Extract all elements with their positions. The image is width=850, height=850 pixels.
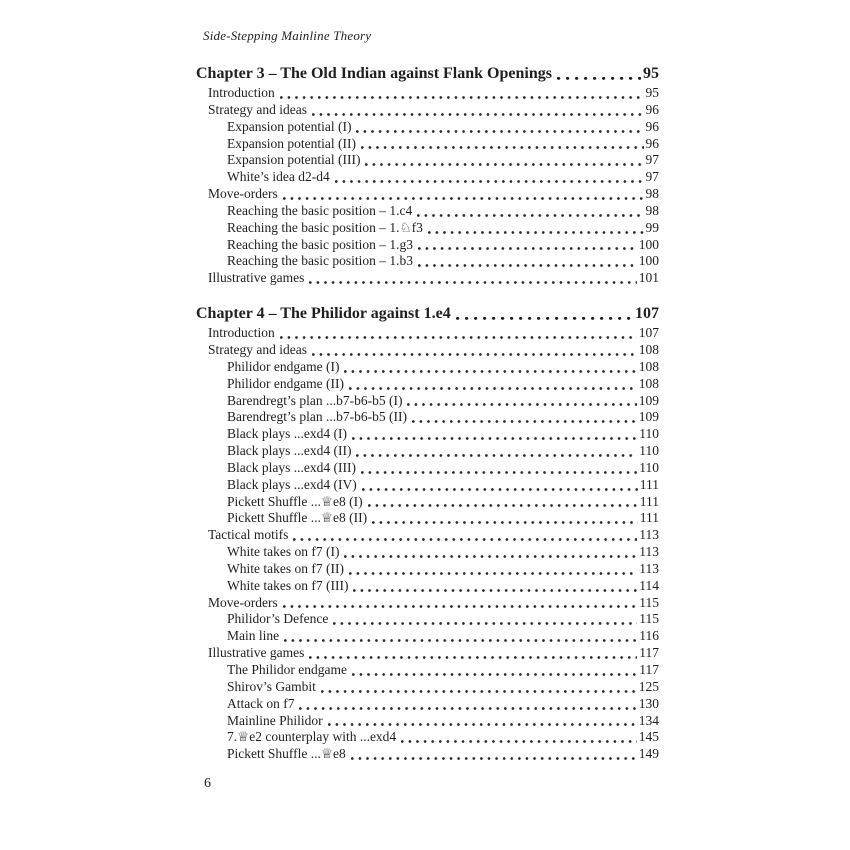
dot-leader [413,237,639,254]
dot-leader [339,544,639,561]
entry-label-text: Pickett Shuffle ...♕e8 (I) [227,493,363,509]
entry-label-text: White takes on f7 (II) [227,560,344,576]
toc-entry-row [196,359,659,376]
entry-label-text: Move-orders [208,186,278,202]
toc-entry-row [196,393,659,410]
entry-page-number: 111 [639,476,659,492]
dot-leader [323,713,639,730]
entry-page-number: 108 [638,358,659,374]
dot-leader [357,477,640,494]
toc-entry-row [196,136,659,153]
entry-page-number: 98 [645,202,659,218]
entry-label-text: Reaching the basic position – 1.g3 [227,236,413,252]
toc-entry-row [196,696,659,713]
entry-label-text: The Philidor endgame [227,662,347,677]
toc-chapter-row [196,304,659,324]
entry-page-number: 110 [639,459,659,475]
dot-leader [402,393,638,410]
toc-entry-row [196,578,659,595]
dot-leader [407,409,639,426]
entry-page-number: 116 [639,628,659,644]
dot-leader [288,527,639,544]
entry-page-number: 96 [645,118,659,134]
toc-entry-row [196,409,659,426]
entry-label-text: Reaching the basic position – 1.c4 [227,202,413,218]
dot-leader [347,662,639,679]
entry-label-text: White’s idea d2-d4 [227,169,330,185]
entry-page-number: 107 [635,305,659,323]
toc-entry-row [196,645,659,662]
entry-label-text: Introduction [208,85,275,100]
toc-entry-row [196,477,659,494]
entry-page-number: 149 [638,746,659,762]
entry-page-number: 97 [645,152,659,168]
dot-leader [423,220,646,237]
entry-label-text: Expansion potential (I) [227,118,352,134]
entry-label-text: Reaching the basic position – 1.♘f3 [227,219,423,235]
chapter-title: Chapter 4 – The Philidor against 1.e4 [196,305,451,323]
toc-entry-row [196,595,659,612]
toc-entry-row [196,426,659,443]
toc-entry-row [196,169,659,186]
entry-label-text: White takes on f7 (III) [227,577,349,593]
toc-entry-row [196,544,659,561]
dot-leader [356,136,646,153]
entry-page-number: 113 [639,544,659,560]
dot-leader [307,102,646,119]
entry-label-text: Philidor endgame (II) [227,375,344,391]
entry-page-number: 125 [638,678,659,694]
entry-label-text: Black plays ...exd4 (II) [227,443,352,459]
entry-page-number: 97 [645,169,659,185]
entry-page-number: 109 [638,392,659,408]
toc-entry-row [196,494,659,511]
toc-entry-row [196,152,659,169]
toc-entry-row [196,510,659,527]
toc-entry-row [196,253,659,270]
dot-leader [307,342,639,359]
entry-label-text: Illustrative games [208,270,305,286]
entry-page-number: 117 [639,645,659,661]
dot-leader [351,443,639,460]
toc-entry-row [196,203,659,220]
entry-page-number: 99 [645,219,659,235]
entry-page-number: 95 [645,85,659,100]
entry-page-number: 111 [639,510,659,526]
dot-leader [339,359,638,376]
entry-page-number: 110 [639,426,659,442]
dot-leader [351,119,645,136]
entry-label-text: Black plays ...exd4 (I) [227,426,347,442]
entry-page-number: 108 [638,375,659,391]
dot-leader [552,64,643,84]
entry-label-text: Main line [227,628,280,644]
toc-entry-row [196,713,659,730]
dot-leader [451,304,635,324]
entry-label-text: Black plays ...exd4 (IV) [227,476,357,492]
entry-label-text: Strategy and ideas [208,341,307,357]
entry-page-number: 113 [639,527,659,543]
page-number: 6 [204,776,211,791]
dot-leader [279,628,639,645]
entry-label-text: Black plays ...exd4 (III) [227,459,356,475]
dot-leader [356,460,639,477]
toc-entry-row [196,443,659,460]
entry-label-text: Expansion potential (II) [227,135,356,151]
entry-page-number: 98 [645,186,659,202]
dot-leader [316,679,639,696]
entry-page-number: 96 [645,101,659,117]
entry-label-text: Philidor’s Defence [227,611,329,627]
toc-entry-row [196,460,659,477]
entry-label-text: Pickett Shuffle ...♕e8 [227,746,346,762]
toc-chapter-row [196,64,659,84]
toc-chapter-block [196,64,659,287]
toc-entry-row [196,376,659,393]
toc-entry-row [196,85,659,102]
toc-entry-row [196,237,659,254]
toc-entry-row [196,186,659,203]
entry-label-text: Reaching the basic position – 1.b3 [227,253,413,269]
dot-leader [304,270,638,287]
toc-entry-row [196,662,659,679]
toc-entry-row [196,746,659,763]
toc-entry-row [196,611,659,628]
dot-leader [278,186,646,203]
dot-leader [346,746,639,763]
entry-page-number: 109 [638,409,659,425]
entry-page-number: 100 [638,253,659,269]
dot-leader [344,561,639,578]
toc-entry-row [196,119,659,136]
entry-label-text: Illustrative games [208,645,305,661]
dot-leader [413,253,639,270]
dot-leader [363,494,640,511]
dot-leader [360,152,645,169]
entry-page-number: 100 [638,236,659,252]
entry-label-text: Barendregt’s plan ...b7-b6-b5 (I) [227,392,403,408]
toc-entry-row [196,729,659,746]
entry-label-text: White takes on f7 (I) [227,544,340,560]
entry-page-number: 145 [638,729,659,745]
entry-page-number: 111 [639,493,659,509]
running-header: Side-Stepping Mainline Theory [203,28,372,43]
entry-page-number: 107 [638,325,659,341]
entry-label-text: Barendregt’s plan ...b7-b6-b5 (II) [227,409,407,425]
entry-label-text: Tactical motifs [208,527,289,543]
toc-entry-row [196,561,659,578]
entry-page-number: 117 [639,662,659,677]
entry-label-text: Introduction [208,325,275,341]
entry-label-text: Mainline Philidor [227,712,323,728]
dot-leader [294,696,638,713]
entry-page-number: 114 [639,577,659,593]
entry-label-text: 7.♕e2 counterplay with ...exd4 [227,729,397,745]
dot-leader [396,729,639,746]
dot-leader [275,325,639,342]
entry-page-number: 134 [638,712,659,728]
entry-page-number: 113 [639,560,659,576]
dot-leader [347,426,639,443]
entry-page-number: 101 [638,270,659,286]
dot-leader [348,578,639,595]
entry-page-number: 110 [639,443,659,459]
toc-entry-row [196,325,659,342]
toc-entry-row [196,527,659,544]
entry-label-text: Move-orders [208,594,278,610]
dot-leader [328,611,639,628]
dot-leader [278,595,640,612]
entry-label-text: Attack on f7 [227,695,295,711]
entry-label-text: Philidor endgame (I) [227,358,340,374]
entry-label-text: Strategy and ideas [208,101,307,117]
toc-entry-row [196,342,659,359]
entry-label-text: Expansion potential (III) [227,152,361,168]
entry-page-number: 96 [645,135,659,151]
dot-leader [344,376,639,393]
table-of-contents [196,64,659,763]
toc-entry-row [196,270,659,287]
toc-chapter-block [196,304,659,763]
entry-page-number: 115 [639,611,659,627]
toc-entry-row [196,679,659,696]
dot-leader [304,645,639,662]
dot-leader [330,169,646,186]
entry-page-number: 108 [638,341,659,357]
toc-entry-row [196,628,659,645]
entry-page-number: 115 [639,594,659,610]
toc-entry-row [196,220,659,237]
dot-leader [367,510,640,527]
entry-label-text: Pickett Shuffle ...♕e8 (II) [227,510,368,526]
entry-page-number: 130 [638,695,659,711]
chapter-title: Chapter 3 – The Old Indian against Flank Openings [196,65,552,82]
dot-leader [412,203,645,220]
toc-entry-row [196,102,659,119]
entry-page-number: 95 [643,65,659,82]
entry-label-text: Shirov’s Gambit [227,678,316,694]
dot-leader [275,85,646,102]
